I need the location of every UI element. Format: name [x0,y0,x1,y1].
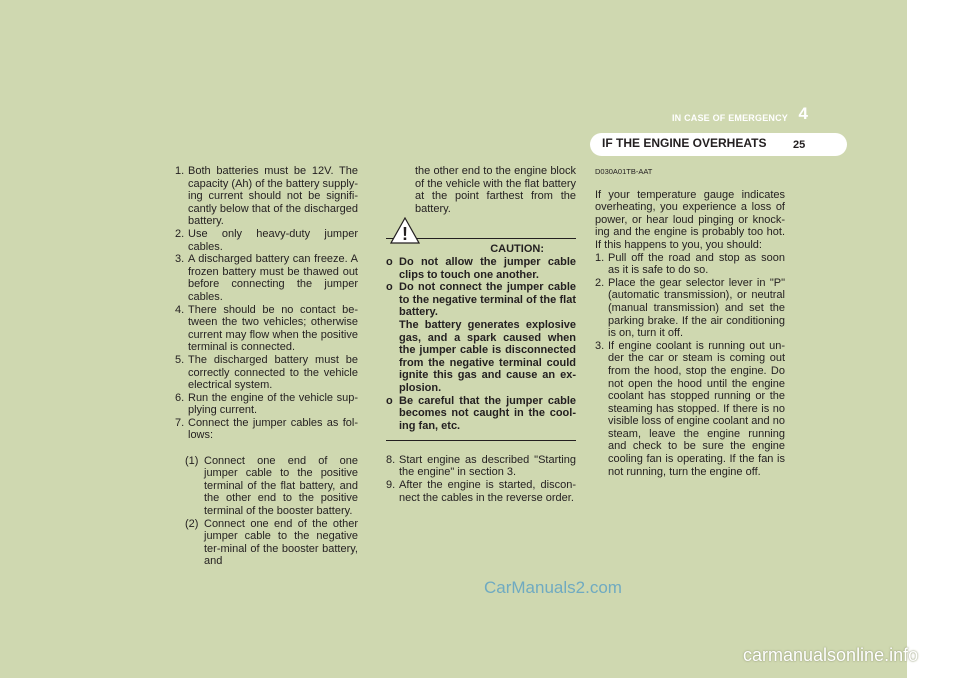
watermark-carmanualsonline: carmanualsonline.info [743,645,919,665]
continued-text: the other end to the engine block of the vehicle with the flat battery at the point farthest from the battery. [415,165,576,215]
list-item: 1. Pull off the road and stop as soon as it is safe to do so. [595,251,785,277]
sub-list-item: (2) Connect one end of the other jumper cable to the negative ter-minal of the booster battery, and [185,517,358,568]
list-item: 9. After the engine is started, discon-nect the cables in the reverse order. [386,479,576,504]
caution-title: CAUTION: [490,243,544,256]
list-item: 7. Connect the jumper cables as fol-lows: [175,416,358,442]
list-item: 5. The discharged battery must be correctly connected to the vehicle electrical system. [175,353,358,392]
caution-item: o Do not connect the jumper cable to the negative terminal of the flat battery. The battery generates explosive gas, and a spark caused when the jumper cable is disconnected from the negative terminal could ignite this gas and cause an ex-plosion. [386,281,576,394]
watermark-carmanuals2: CarManuals2.com [484,578,622,597]
page-margin [907,0,960,678]
list-item: 3. If engine coolant is running out un-der the car or steam is coming out from the hood, stop the engine. Do not open the hood until the engine coolant has stopped running or the steaming has stopped. If there is no visible loss of engine coolant and no steam, leave the engine running and check to be sure the engine cooling fan is operating. If the fan is not running, turn the engine off. [595,339,785,478]
chapter-number: 4 [798,104,808,123]
column-left [175,165,358,568]
svg-text:!: ! [402,224,408,245]
column-right [595,162,785,478]
column-middle [386,165,576,504]
caution-item: o Be careful that the jumper cable becomes not caught in the cool-ing fan, etc. [386,394,576,432]
chapter-label: IN CASE OF EMERGENCY [671,113,788,123]
caution-box [386,224,576,441]
sub-list-item: (1) Connect one end of one jumper cable to the positive terminal of the flat battery, and the other end to the positive terminal of the booster battery. [185,454,358,518]
section-tab [590,133,790,156]
chapter-header [671,104,808,136]
warning-triangle-icon [390,217,420,244]
page-number: 25 [793,139,806,151]
intro-paragraph: If your temperature gauge indicates overheating, you experience a loss of power, or hear loud pinging or knock-ing and the engine is probably too hot. If this happens to you, you should: [595,188,785,251]
list-item: 2. Use only heavy-duty jumper cables. [175,227,358,253]
page-number-box [787,133,847,156]
caution-item: o Do not allow the jumper cable clips to touch one another. [386,255,576,281]
document-code: D030A01TB-AAT [595,167,653,176]
list-item: 4. There should be no contact be-tween the two vehicles; otherwise current may flow when the positive terminal is connected. [175,303,358,354]
caution-explanation: The battery generates explosive gas, and a spark caused when the jumper cable is disconnected from the negative terminal could ignite this gas and cause an ex-plosion. [399,318,576,394]
list-item: 1. Both batteries must be 12V. The capacity (Ah) of the battery supply-ing current should not be signifi-cantly below that of the discharged battery. [175,165,358,228]
list-item: 3. A discharged battery can freeze. A frozen battery must be thawed out before connecting the jumper cables. [175,253,358,303]
list-item: 2. Place the gear selector lever in "P" (automatic transmission), or neutral (manual transmission) and set the parking brake. If the air conditioning is on, turn it off. [595,276,785,340]
section-title: IF THE ENGINE OVERHEATS [602,136,767,150]
list-item: 8. Start engine as described "Starting the engine" in section 3. [386,453,576,479]
list-item: 6. Run the engine of the vehicle sup-plying current. [175,391,358,417]
